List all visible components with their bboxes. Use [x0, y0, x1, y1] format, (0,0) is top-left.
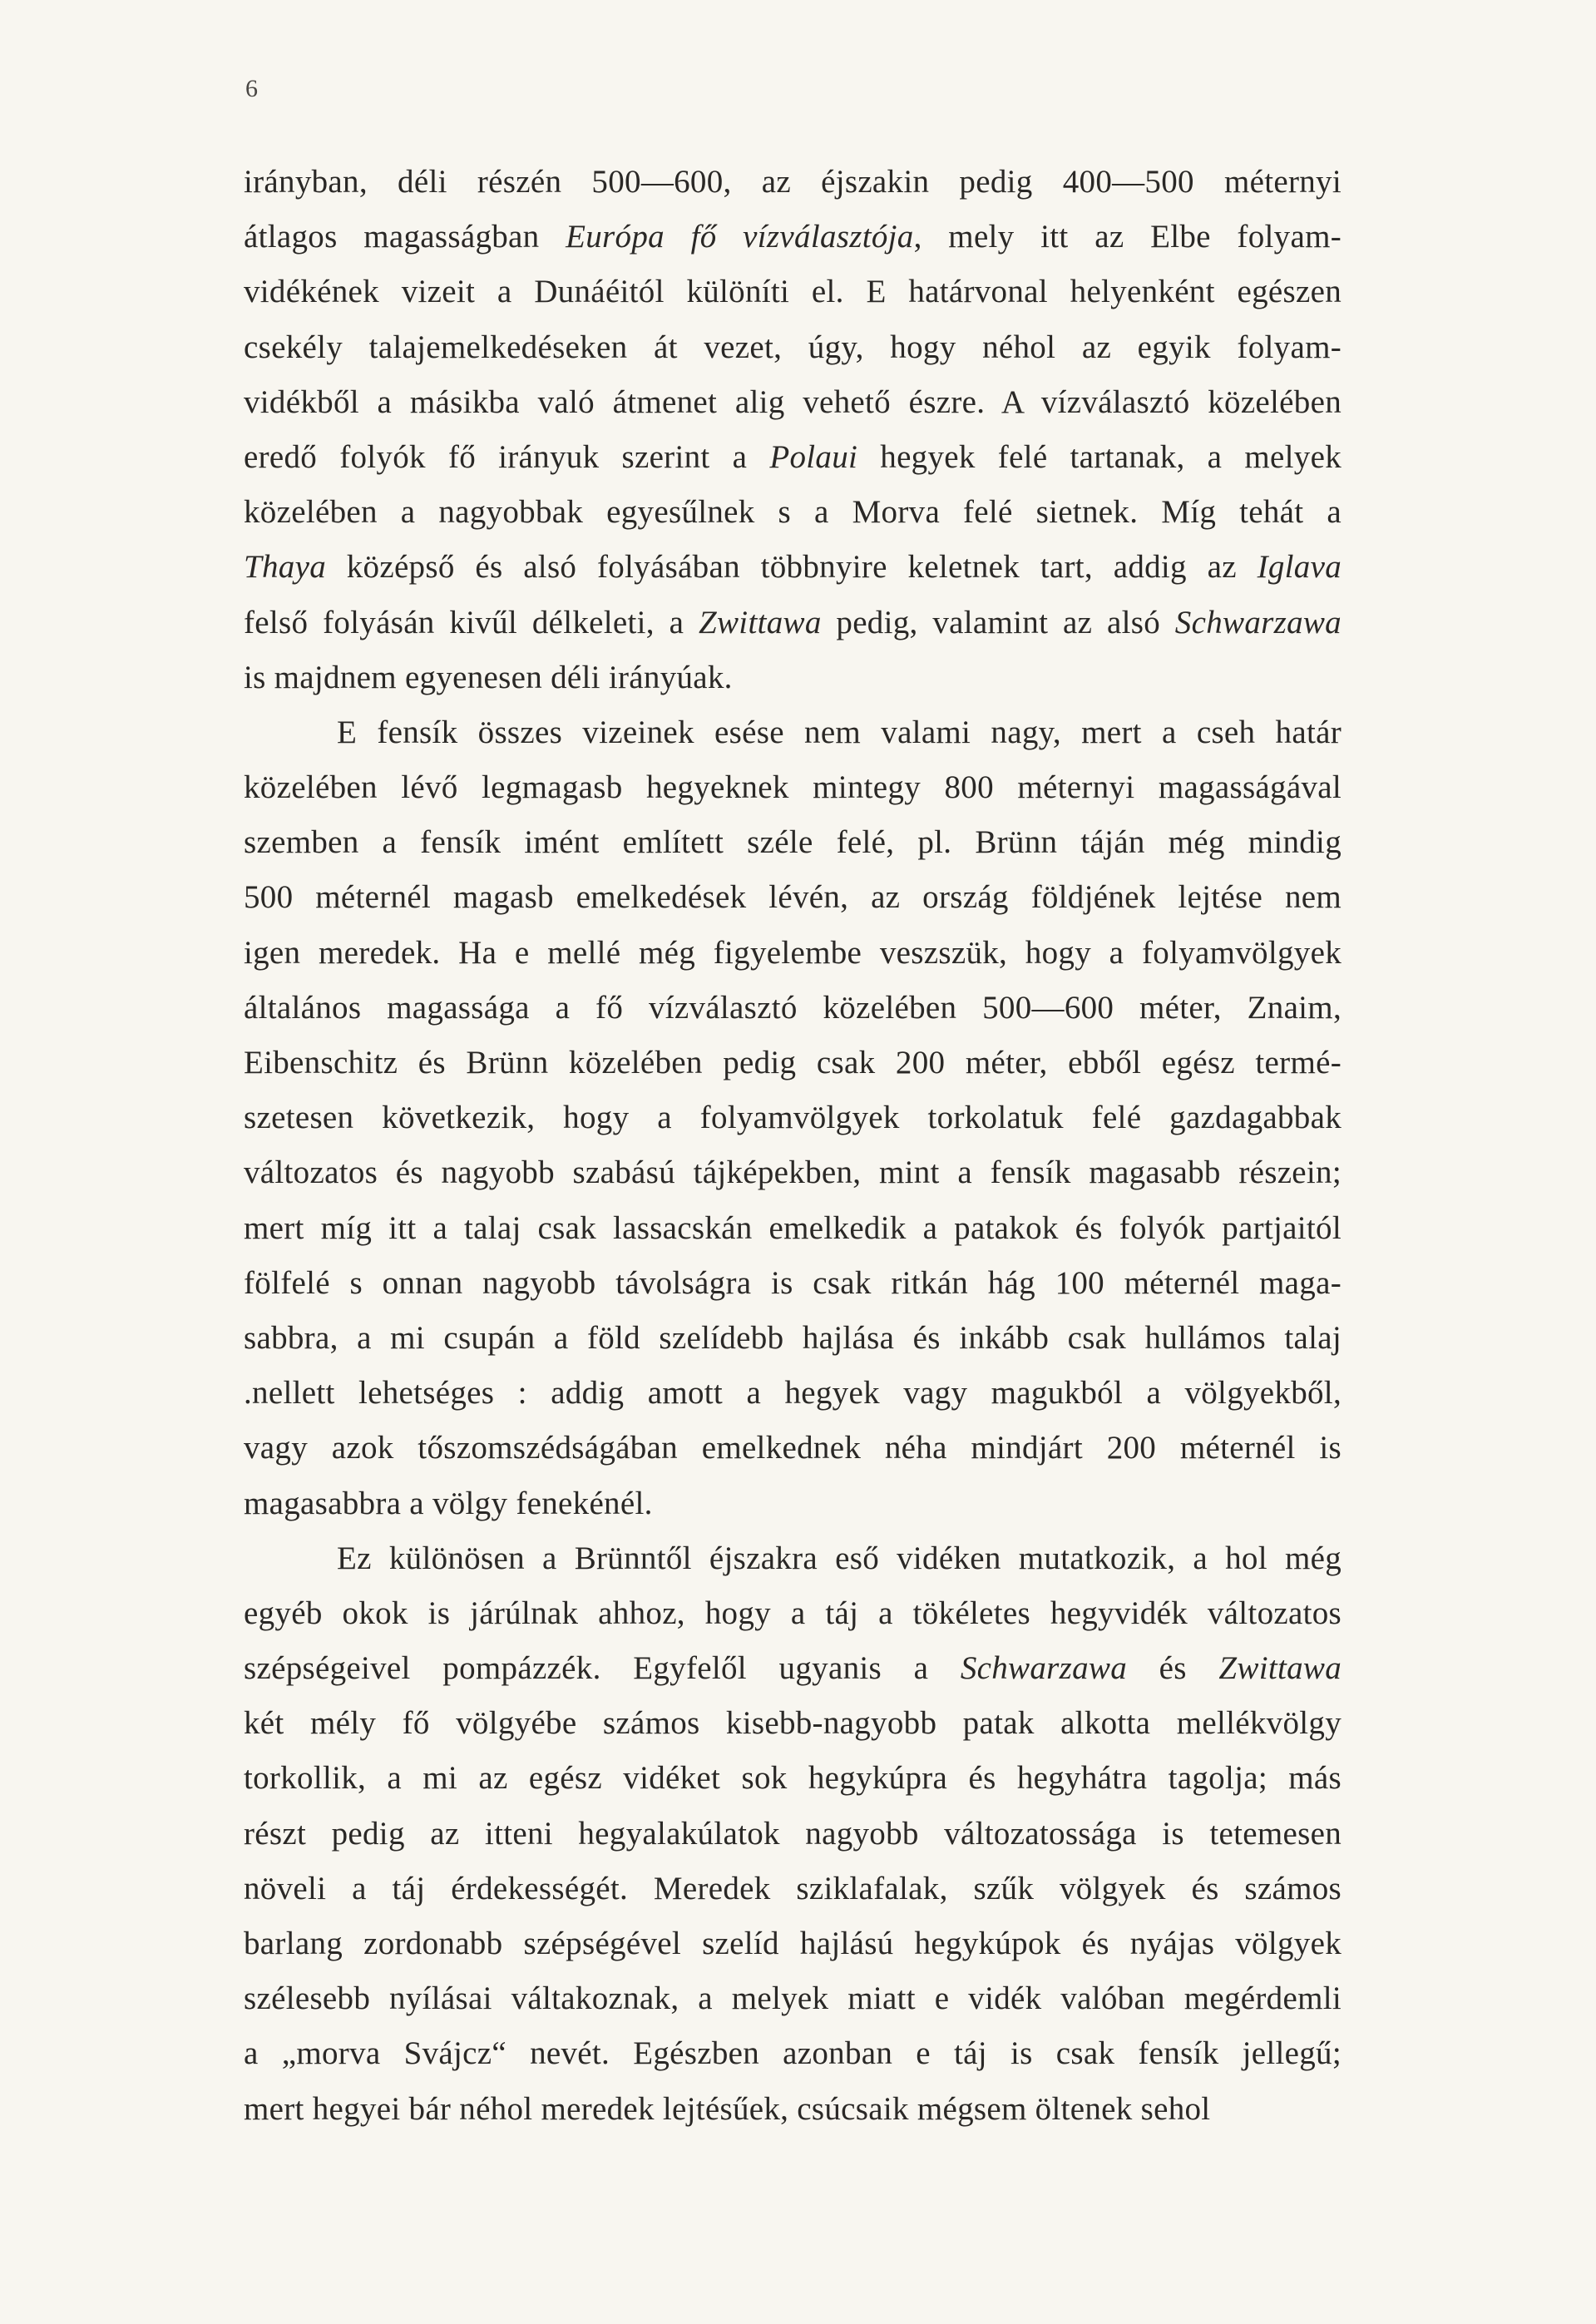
text-line [244, 210, 1342, 265]
italic-text: Zwittawa [1218, 1650, 1342, 1687]
text-segment: , mely itt az Elbe folyam- [913, 219, 1342, 255]
text-line [244, 430, 1342, 485]
text-line [244, 1971, 1342, 2026]
body-text [244, 155, 1342, 2137]
text-segment: szélesebb nyílásai váltakoznak, a melyek miatt e vidék valóban megérdemli [244, 1980, 1342, 2017]
page-number: 6 [245, 75, 258, 102]
text-line [244, 1366, 1342, 1421]
text-line [244, 1807, 1342, 1862]
text-segment: változatos és nagyobb szabású tájképekben, mint a fensík magasabb részein; [244, 1155, 1342, 1191]
text-line [244, 1090, 1342, 1145]
text-segment: magasabbra a völgy fenekénél. [244, 1485, 653, 1521]
text-line [244, 870, 1342, 925]
text-line [244, 1862, 1342, 1916]
text-line [244, 1916, 1342, 1971]
paragraph [244, 705, 1342, 1531]
text-line [244, 1476, 1342, 1531]
text-segment: sabbra, a mi csupán a föld szelídebb hajlása és inkább csak hullámos talaj [244, 1319, 1342, 1356]
italic-text: Zwittawa [699, 604, 822, 640]
text-segment: Ez különösen a Brünntől éjszakra eső vidéken mutatkozik, a hol még [337, 1540, 1342, 1576]
text-line [244, 926, 1342, 981]
italic-text: Iglava [1257, 549, 1342, 586]
text-line [244, 1641, 1342, 1696]
text-line [244, 1145, 1342, 1200]
text-segment: csekély talajemelkedéseken át vezet, úgy, hogy néhol az egyik folyam- [244, 329, 1342, 365]
text-segment: általános magassága a fő vízválasztó közelében 500—600 méter, Znaim, [244, 989, 1342, 1026]
text-segment: 500 méternél magasb emelkedések lévén, az ország földjének lejtése nem [244, 879, 1342, 916]
text-line [244, 1586, 1342, 1641]
text-segment: Eibenschitz és Brünn közelében pedig csak 200 méter, ebből egész termé- [244, 1045, 1342, 1080]
text-line [244, 1311, 1342, 1366]
text-segment: részt pedig az itteni hegyalakúlatok nagyobb változatossága is tetemesen [244, 1815, 1342, 1852]
text-segment: torkollik, a mi az egész vidéket sok hegykúpra és hegyhátra tagolja; más [244, 1760, 1342, 1797]
text-segment: két mély fő völgyébe számos kisebb-nagyobb patak alkotta mellékvölgy [244, 1705, 1342, 1742]
italic-text: Schwarzawa [1174, 604, 1342, 640]
text-segment: vidékből a másikba való átmenet alig vehető észre. A vízválasztó közelében [244, 383, 1342, 420]
text-segment: a „morva Svájcz“ nevét. Egészben azonban e táj is csak fensík jellegű; [244, 2035, 1342, 2072]
text-line [244, 265, 1342, 319]
paragraph [244, 155, 1342, 705]
text-segment: vagy azok tőszomszédságában emelkednek néha mindjárt 200 méternél is [244, 1430, 1342, 1466]
text-segment: közelében a nagyobbak egyesűlnek s a Morva felé sietnek. Míg tehát a [244, 494, 1342, 531]
text-line [244, 2082, 1342, 2137]
text-segment: igen meredek. Ha e mellé még figyelembe veszszük, hogy a folyamvölgyek [244, 934, 1342, 971]
text-segment: szemben a fensík imént említett széle felé, pl. Brünn táján még mindig [244, 824, 1342, 861]
text-segment: mert míg itt a talaj csak lassacskán emelkedik a patakok és folyók partjaitól [244, 1209, 1342, 1246]
text-segment: felső folyásán kivűl délkeleti, a [244, 604, 699, 640]
text-segment: szetesen következik, hogy a folyamvölgyek torkolatuk felé gazdagabbak [244, 1100, 1342, 1136]
text-line [244, 1201, 1342, 1256]
text-segment: .nellett lehetséges : addig amott a hegyek vagy magukból a völgyekből, [244, 1375, 1342, 1412]
italic-text: Európa fő vízválasztója [566, 219, 914, 255]
text-line [244, 596, 1342, 650]
italic-text: Thaya [244, 549, 326, 586]
text-line [244, 2026, 1342, 2081]
text-line [244, 375, 1342, 430]
text-line [244, 485, 1342, 540]
text-segment: fölfelé s onnan nagyobb távolságra is csak ritkán hág 100 méternél maga- [244, 1264, 1342, 1301]
text-segment: E fensík összes vizeinek esése nem valami nagy, mert a cseh határ [337, 714, 1342, 750]
paragraph [244, 1531, 1342, 2137]
text-segment: is majdnem egyenesen déli irányúak. [244, 659, 733, 695]
text-line [244, 1696, 1342, 1751]
text-line [244, 815, 1342, 870]
text-line [244, 650, 1342, 705]
text-segment: vidékének vizeit a Dunáéitól különíti el. E határvonal helyenként egészen [244, 274, 1342, 310]
text-segment: átlagos magasságban [244, 219, 566, 255]
text-line [244, 1421, 1342, 1476]
text-line [244, 540, 1342, 595]
text-segment: szépségeivel pompázzék. Egyfelől ugyanis a [244, 1650, 961, 1687]
text-line [244, 1531, 1342, 1586]
text-line [244, 705, 1342, 760]
italic-text: Polaui [769, 438, 858, 475]
text-line [244, 155, 1342, 210]
text-segment: irányban, déli részén 500—600, az éjszakin pedig 400—500 méternyi [244, 164, 1342, 200]
text-segment: mert hegyei bár néhol meredek lejtésűek, csúcsaik mégsem öltenek sehol [244, 2090, 1211, 2127]
text-segment: középső és alsó folyásában többnyire keletnek tart, addig az [326, 549, 1258, 586]
text-line [244, 320, 1342, 375]
text-segment: hegyek felé tartanak, a melyek [857, 438, 1342, 475]
text-segment: és [1127, 1650, 1219, 1687]
italic-text: Schwarzawa [960, 1650, 1128, 1687]
text-line [244, 760, 1342, 815]
text-line [244, 1751, 1342, 1806]
text-segment: egyéb okok is járúlnak ahhoz, hogy a táj a tökéletes hegyvidék változatos [244, 1595, 1342, 1631]
text-line [244, 1256, 1342, 1311]
text-segment: pedig, valamint az alsó [821, 604, 1175, 640]
text-line [244, 981, 1342, 1036]
text-line [244, 1036, 1342, 1090]
text-segment: eredő folyók fő irányuk szerint a [244, 438, 770, 475]
text-segment: közelében lévő legmagasb hegyeknek mintegy 800 méternyi magasságával [244, 769, 1342, 806]
text-segment: barlang zordonabb szépségével szelíd hajlású hegykúpok és nyájas völgyek [244, 1926, 1342, 1961]
text-segment: növeli a táj érdekességét. Meredek sziklafalak, szűk völgyek és számos [244, 1870, 1342, 1906]
